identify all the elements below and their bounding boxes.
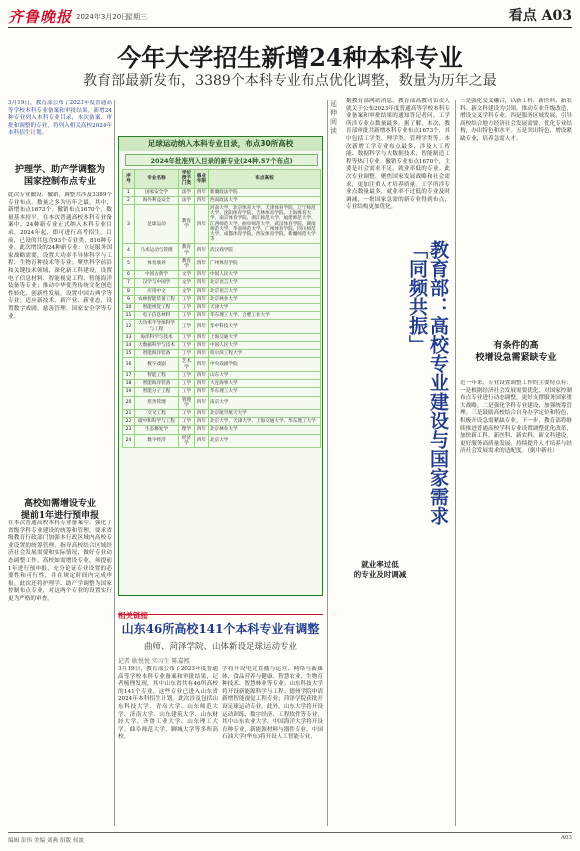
- table-cell: 教育学: [179, 244, 195, 257]
- subheading-prefiling-line1: 高校如需增设专业: [23, 499, 96, 509]
- table-cell: 14: [123, 342, 135, 350]
- table-cell: 四年: [195, 426, 209, 434]
- table-cell: 四年: [195, 380, 209, 388]
- table-cell: 北京林业大学: [209, 295, 321, 303]
- column-divider: [114, 100, 115, 826]
- table-cell: 工学: [179, 409, 195, 417]
- table-cell: 北京语言大学: [209, 287, 321, 295]
- table-cell: 24: [123, 434, 135, 447]
- table-cell: 教育学: [179, 205, 195, 244]
- article-column-1a: 此次专业撤设、撤销、调整共涉及3389个专业布点，数量之多为历年之最。其中，新增布点1673个，撤销布点1670个，数量基本持平。在本次普通高校本科专业备案中，24种新专业正式纳入本科专业目录，2024年起，即可进行高考招生。目前，已设的共包含93个专业类、816种专业。此次增设的24种新专业：立足服务国家战略需要，设置大功率半导体科学与工程、生物育种技术等专业；聚焦科学前沿和关键技术领域，深化新工科建设，设置电子信息材料、智能视觉工程、智能海洋装备等专业；推动中华优秀传统文化创造性转化、创新性发展，设置中国古典学等专业；适应新技术、新产业、新业态，设置数字戏剧、慈善管理、国家安全学等专业。: [8, 192, 112, 320]
- related-byline: 记者 耿悦悦 实习生 陈嘉熙: [118, 658, 190, 665]
- pull-quote-line1: 就业率过低: [361, 560, 399, 569]
- table-row: [123, 188, 321, 196]
- table-cell: 碳中和科学与工程: [135, 418, 179, 426]
- table-cell: 经济学: [179, 434, 195, 447]
- table-subtitle: 2024年批准列入目录的新专业(24种.57个布点): [125, 154, 318, 166]
- table-cell: 2: [123, 196, 135, 204]
- table-cell: 20: [123, 396, 135, 409]
- table-cell: 23: [123, 426, 135, 434]
- issue-weekday: 星期三: [126, 13, 147, 21]
- table-cell: 四年: [195, 350, 209, 358]
- subheading-nursing-line2: 国家控制布点专业: [23, 177, 96, 187]
- table-row: [123, 409, 321, 417]
- table-cell: 四年: [195, 244, 209, 257]
- table-cell: 智能工程: [135, 371, 179, 379]
- table-row: [123, 426, 321, 434]
- table-cell: 华中科技大学: [209, 320, 321, 333]
- table-cell: 华东理工大学: [209, 388, 321, 396]
- table-cell: 21: [123, 409, 135, 417]
- table-row: [123, 287, 321, 295]
- table-cell: 3: [123, 205, 135, 244]
- table-cell: 中国古典学: [135, 271, 179, 279]
- table-row: [123, 196, 321, 204]
- table-cell: 理学: [179, 426, 195, 434]
- table-cell: 15: [123, 350, 135, 358]
- table-cell: 交叉工程: [135, 409, 179, 417]
- table-cell: 17: [123, 371, 135, 379]
- table-row: [123, 244, 321, 257]
- table-cell: 四年: [195, 388, 209, 396]
- table-row: [123, 295, 321, 303]
- table-cell: 四年: [195, 271, 209, 279]
- table-row: [123, 371, 321, 379]
- main-subheadline: 教育部最新发布，3389个本科专业布点优化调整，数量为历年之最: [83, 73, 497, 89]
- right-column-bottom: 近一年来，专业设置调整工作的主要特点有：一是根据经济社会发展需要优化，对国家控制布点专业进行动态调整，更好支撑服务国家重大战略。二是强化学科专业建设，加强统筹管理。三是鼓励高校结合自身办学定位和特色，积极开设急需紧缺专业。下一步，教育部将继续推进普通高校学科专业设置调整优化改革，加快新工科、新医科、新农科、新文科建设，更好服务高质量发展，持续提升人才培养与经济社会发展需求的适配度。（据中新社）: [460, 380, 572, 455]
- main-headline: 今年大学招生新增24种本科专业: [117, 43, 463, 72]
- table-cell: 法学: [179, 196, 195, 204]
- table-cell: 华东理工大学、合肥工业大学: [209, 312, 321, 320]
- table-cell: 天津大学: [209, 304, 321, 312]
- table-cell: 工学: [179, 388, 195, 396]
- table-cell: 数字经济: [135, 434, 179, 447]
- table-cell: 文学: [179, 271, 195, 279]
- table-cell: 电子信息材料: [135, 312, 179, 320]
- table-cell: 四年: [195, 409, 209, 417]
- subheading-prefiling: [8, 498, 112, 522]
- subheading-urgent-majors: [460, 340, 572, 364]
- table-cell: 艺术学: [179, 358, 195, 371]
- table-cell: 12: [123, 320, 135, 333]
- table-cell: 文学: [179, 287, 195, 295]
- subheading-nursing-line1: 护理学、助产学调整为: [14, 165, 105, 175]
- pull-quote: [346, 560, 414, 580]
- table-row: [123, 320, 321, 333]
- table-row: [123, 279, 321, 287]
- table-cell: 应用中文: [135, 287, 179, 295]
- table-row: [123, 271, 321, 279]
- table-cell: 武汉商学院: [209, 244, 321, 257]
- column-divider: [327, 100, 328, 826]
- table-cell: 四年: [195, 434, 209, 447]
- table-cell: 农林智能装备工程: [135, 295, 179, 303]
- table-cell: 1: [123, 188, 135, 196]
- table-row: [123, 380, 321, 388]
- side-section-label: 延伸阅读: [330, 100, 337, 135]
- table-cell: 7: [123, 279, 135, 287]
- table-cell: 四年: [195, 312, 209, 320]
- table-cell: 新疆政法学院: [209, 188, 321, 196]
- table-row: [123, 257, 321, 270]
- table-cell: 智能分子工程: [135, 388, 179, 396]
- table-cell: 工学: [179, 320, 195, 333]
- table-cell: 四年: [195, 295, 209, 303]
- table-cell: 四年: [195, 371, 209, 379]
- table-row: [123, 304, 321, 312]
- table-cell: 工学: [179, 312, 195, 320]
- table-cell: 海洋科学与技术: [135, 333, 179, 341]
- table-header-cell: 序号: [123, 170, 135, 189]
- table-cell: 西南政法大学: [209, 196, 321, 204]
- table-header-cell: 学位授予门类: [179, 170, 195, 189]
- page-number: A03: [560, 835, 572, 841]
- table-row: [123, 312, 321, 320]
- table-row: [123, 333, 321, 341]
- table-cell: 慈善管理: [135, 396, 179, 409]
- table-cell: 南京大学: [209, 396, 321, 409]
- table-row: [123, 396, 321, 409]
- table-cell: 数字戏剧: [135, 358, 179, 371]
- table-cell: 教育学: [179, 257, 195, 270]
- table-cell: 18: [123, 380, 135, 388]
- table-cell: 山东大学: [209, 371, 321, 379]
- table-cell: 5: [123, 257, 135, 270]
- table-cell: 四年: [195, 304, 209, 312]
- table-cell: 四年: [195, 320, 209, 333]
- table-cell: 工学: [179, 295, 195, 303]
- masthead: [8, 4, 572, 28]
- table-cell: 四年: [195, 287, 209, 295]
- table-cell: 工学: [179, 333, 195, 341]
- table-cell: 四年: [195, 358, 209, 371]
- table-header-cell: 专业名称: [135, 170, 179, 189]
- table-cell: 国家安全学: [135, 188, 179, 196]
- table-cell: 四年: [195, 196, 209, 204]
- table-cell: 河南大学、北京体育大学、天津体育学院、辽宁师范大学、沈阳体育学院、吉林体育学院、上海体育大学、南京体育学院、浙江师范大学、福建师范大学、江西师范大学、曲阜师范大学、武汉体育学院、湖南师范大学、华南师范大学、广州体育学院、四川师范大学、成都体育学院、西安体育学院、新疆师范大学等: [209, 205, 321, 244]
- related-link-label: 相关链接: [118, 611, 148, 620]
- column-divider: [455, 100, 456, 826]
- section-page-label: 看点 A03: [508, 8, 572, 24]
- table-cell: 智能视觉工程: [135, 304, 179, 312]
- related-headline: 山东46所高校141个本科专业有调整: [121, 622, 320, 636]
- related-column-b: 学将开设电竞直播与运营、网络与新媒体、食品营养与健康、智慧农业、生物育种技术、智慧林业等专业；山东科技大学将开设新能源科学与工程；德州学院申请新增智能视觉工程专业；菏泽学院获批开设足球运动专业。此外，山东大学将开设运动训练、数字经济、工程软件等专业，其中山东农业大学、中国海洋大学将开设育种专业，新能源材料与器件专业，中国石油大学(华东)将开设人工智能专业。: [222, 666, 323, 741]
- table-cell: 北京大学、天津大学、上海交通大学、华东理工大学: [209, 418, 321, 426]
- table-cell: 大连海事大学: [209, 380, 321, 388]
- table-cell: 四年: [195, 418, 209, 426]
- table-cell: 10: [123, 304, 135, 312]
- table-cell: 北京林业大学: [209, 426, 321, 434]
- table-cell: 工学: [179, 342, 195, 350]
- table-cell: 广州体育学院: [209, 257, 321, 270]
- table-cell: 8: [123, 287, 135, 295]
- table-cell: 马术运动与管理: [135, 244, 179, 257]
- table-cell: 大功率半导体科学与工程: [135, 320, 179, 333]
- table-cell: 中央戏剧学院: [209, 358, 321, 371]
- table-cell: 北京航空航天大学: [209, 409, 321, 417]
- table-cell: 四年: [195, 188, 209, 196]
- new-majors-table: [122, 169, 321, 448]
- lead-paragraph: 3月19日，教育部公布了2023年度普通高等学校本科专业备案和审批结果。新增24种专业列入本科专业目录，本次备案、审批和调整的专业，将列入相关高校2024年本科招生计划。: [8, 100, 112, 137]
- table-header-row: [123, 170, 321, 189]
- table-cell: 9: [123, 295, 135, 303]
- table-cell: 法学: [179, 188, 195, 196]
- table-cell: 上海交通大学: [209, 333, 321, 341]
- subheading-urgent-line2: 校增设急需紧缺专业: [475, 353, 557, 363]
- table-cell: 海外利益安全: [135, 196, 179, 204]
- analysis-column: 据教育部网站消息，教育部高教司负责人就关于公布2023年度普通高等学校本科专业备案和审批结果的通知答记者问。工学所涉专业点数量最多。据了解，本次，教育部审批共新增本科专业布点1673个，其中包括工学类、理学类、管理学类等。本次新增工学专业布点最多，涉及人工智能、数据科学与大数据技术、智能制造工程等热门专业。撤销专业布点1670个，主要是社会需求不足、就业率低的专业。此次专业调整，聚焦国家发展战略和社会需求，更加注重人才培养质量。工学所涉专业点数量最多，就业率不过低的专业及时调减，一批国家急需的新专业得到布点，专业结构更加优化。: [346, 98, 450, 211]
- table-cell: 19: [123, 388, 135, 396]
- table-row: [123, 342, 321, 350]
- table-cell: 管理学: [179, 396, 195, 409]
- newspaper-logo: 齐鲁晚报: [8, 8, 73, 26]
- table-cell: 北京大学: [209, 434, 321, 447]
- table-cell: 汉学与中国学: [135, 279, 179, 287]
- table-cell: 智能海洋装备: [135, 380, 179, 388]
- related-column-a: 3月19日，教育部公布了2023年度普通高等学校本科专业备案和审批结果，记者梳理发现，其中山东省共有46所高校的141个专业，这些专业已进入山东省2024年本科招生计划。此次涉及包括山东科技大学、青岛大学、山东师范大学、济南大学、山东建筑大学、山东财经大学、齐鲁工业大学、山东理工大学、曲阜师范大学、聊城大学等多所高校。: [118, 666, 218, 741]
- related-subheadline: 曲师、菏泽学院、山体新设足球运动专业: [143, 642, 297, 652]
- table-cell: 四年: [195, 333, 209, 341]
- subheading-urgent-line1: 有条件的高: [493, 341, 539, 351]
- table-row: [123, 388, 321, 396]
- table-row: [123, 358, 321, 371]
- subheading-nursing: [8, 164, 112, 188]
- table-box-title: 足球运动纳入本科专业目录，布点30所高校: [119, 137, 322, 151]
- table-cell: 工学: [179, 380, 195, 388]
- table-cell: 中国人民大学: [209, 271, 321, 279]
- related-link-bar: [118, 603, 323, 620]
- subheading-prefiling-line2: 提前1年进行预申报: [20, 511, 100, 521]
- table-cell: 四年: [195, 257, 209, 270]
- table-cell: 生态修复学: [135, 426, 179, 434]
- right-column-top: 三是强化交叉融合，以新工科、新医科、新农科、新文科建设为引领，推动专业升级改造，增设交叉学科专业。四是服务区域发展，引导高校结合地方经济社会发展需要，优化专业结构，办出特色和水平。五是突出特色，增设紧缺专业，培养急需人才。: [460, 98, 572, 142]
- table-cell: 工学: [179, 371, 195, 379]
- table-cell: 工学: [179, 350, 195, 358]
- vertical-feature-title: 教育部：高校专业建设与国家需求「同频共振」: [418, 240, 448, 540]
- table-cell: 6: [123, 271, 135, 279]
- table-row: [123, 434, 321, 447]
- table-cell: 四年: [195, 205, 209, 244]
- table-cell: 大数据科学与技术: [135, 342, 179, 350]
- table-cell: 足球运动: [135, 205, 179, 244]
- table-cell: 四年: [195, 396, 209, 409]
- table-cell: 哈尔滨工程大学: [209, 350, 321, 358]
- table-row: [123, 350, 321, 358]
- table-row: [123, 205, 321, 244]
- table-cell: 4: [123, 244, 135, 257]
- table-cell: 中国人民大学: [209, 342, 321, 350]
- page-footer: 编辑 彭伟 美编 刘燕 组版 侯波: [8, 832, 572, 844]
- table-header-cell: 布点高校: [209, 170, 321, 189]
- table-cell: 北京语言大学: [209, 279, 321, 287]
- table-cell: 工学: [179, 304, 195, 312]
- table-cell: 文学: [179, 279, 195, 287]
- issue-date: 2024年3月20日: [76, 13, 129, 21]
- table-row: [123, 418, 321, 426]
- table-cell: 工学: [179, 418, 195, 426]
- table-cell: 16: [123, 358, 135, 371]
- table-cell: 11: [123, 312, 135, 320]
- table-cell: 体育康养: [135, 257, 179, 270]
- table-cell: 智能海洋装备: [135, 350, 179, 358]
- article-column-1b: 在本次普通高校本科专业备案中，强化了省级学科专业建设的统筹和管理，要求省级教育行政部门加强本行政区域内高校专业设置的统筹管理，指导高校结合区域经济社会发展需要和实际情况，做好专业动态调整工作。高校如需增设专业，须提前1年进行预申报，充分论证专业设置的必要性和可行性，并在规定时间内完成申报。此次还将护理学、助产学调整为国家控制布点专业，对这两个专业的设置实行更为严格的审查。: [8, 520, 112, 602]
- new-majors-table-box: [118, 136, 323, 596]
- table-header-cell: 修业年限: [195, 170, 209, 189]
- table-cell: 22: [123, 418, 135, 426]
- table-cell: 四年: [195, 342, 209, 350]
- pull-quote-line2: 的专业及时调减: [353, 570, 407, 579]
- table-cell: 四年: [195, 279, 209, 287]
- table-cell: 13: [123, 333, 135, 341]
